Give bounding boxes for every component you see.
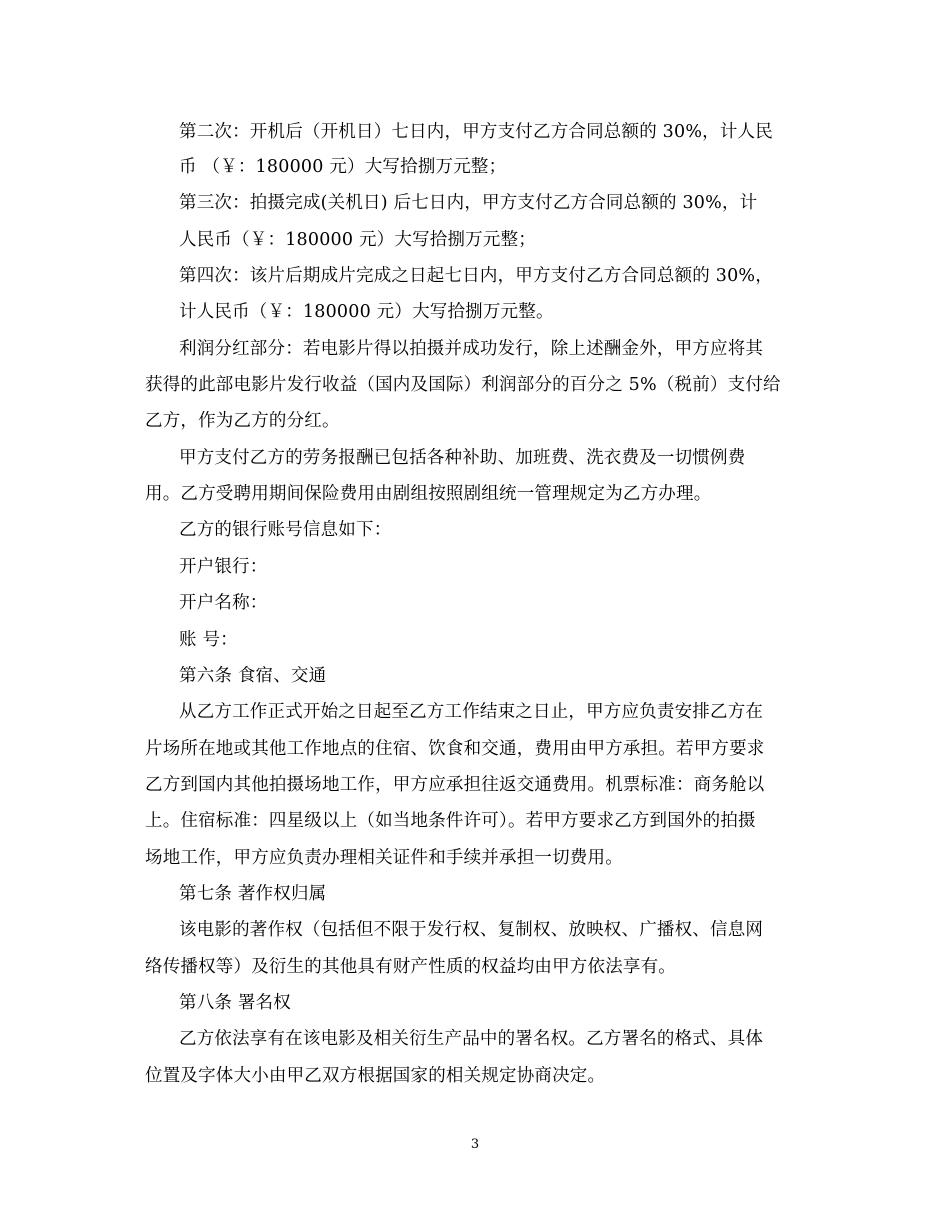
article-seven-heading: 第七条 著作权归属 <box>179 884 327 904</box>
article-six-line-5: 场地工作，甲方应负责办理相关证件和手续并承担一切费用。 <box>145 848 623 868</box>
article-seven-line-1: 该电影的著作权（包括但不限于发行权、复制权、放映权、广播权、信息网 <box>179 920 764 940</box>
article-eight-line-2: 位置及字体大小由甲乙双方根据国家的相关规定协商决定。 <box>145 1066 606 1086</box>
payment-fourth-line-1: 第四次：该片后期成片完成之日起七日内，甲方支付乙方合同总额的 30%， <box>179 266 773 286</box>
payment-fourth-line-2: 计人民币（￥：180000 元）大写拾捌万元整。 <box>179 302 554 322</box>
article-six-line-3: 乙方到国内其他拍摄场地工作，甲方应承担往返交通费用。机票标准：商务舱以 <box>145 775 765 795</box>
remuneration-line-2: 用。乙方受聘用期间保险费用由剧组按照剧组统一管理规定为乙方办理。 <box>145 484 712 504</box>
article-six-line-4: 上。住宿标准：四星级以上（如当地条件许可）。若甲方要求乙方到国外的拍摄 <box>145 811 756 831</box>
payment-third-line-1: 第三次：拍摄完成(关机日) 后七日内，甲方支付乙方合同总额的 30%，计 <box>179 193 758 213</box>
remuneration-line-1: 甲方支付乙方的劳务报酬已包括各种补助、加班费、洗衣费及一切惯例费 <box>179 448 746 468</box>
payment-second-line-1: 第二次：开机后（开机日）七日内，甲方支付乙方合同总额的 30%，计人民 <box>179 122 773 142</box>
bank-info-heading: 乙方的银行账号信息如下： <box>179 520 392 540</box>
article-eight-heading: 第八条 署名权 <box>179 993 291 1013</box>
bank-name-label: 开户银行： <box>179 557 268 577</box>
page-number: 3 <box>470 1137 480 1152</box>
account-name-label: 开户名称： <box>179 593 268 613</box>
article-seven-line-2: 络传播权等）及衍生的其他具有财产性质的权益均由甲方依法享有。 <box>145 957 676 977</box>
profit-share-line-2: 获得的此部电影片发行收益（国内及国际）利润部分的百分之 5%（税前）支付给 <box>145 375 781 395</box>
profit-share-line-3: 乙方，作为乙方的分红。 <box>145 411 340 431</box>
account-number-label: 账 号： <box>179 630 238 650</box>
payment-third-line-2: 人民币（￥：180000 元）大写拾捌万元整； <box>179 230 536 250</box>
profit-share-line-1: 利润分红部分：若电影片得以拍摄并成功发行，除上述酬金外，甲方应将其 <box>179 339 764 359</box>
article-six-heading: 第六条 食宿、交通 <box>179 666 327 686</box>
article-six-line-2: 片场所在地或其他工作地点的住宿、饮食和交通，费用由甲方承担。若甲方要求 <box>145 739 765 759</box>
article-six-line-1: 从乙方工作正式开始之日起至乙方工作结束之日止，甲方应负责安排乙方在 <box>179 702 764 722</box>
article-eight-line-1: 乙方依法享有在该电影及相关衍生产品中的署名权。乙方署名的格式、具体 <box>179 1029 764 1049</box>
payment-second-line-2: 币 （￥：180000 元）大写拾捌万元整； <box>179 157 507 177</box>
